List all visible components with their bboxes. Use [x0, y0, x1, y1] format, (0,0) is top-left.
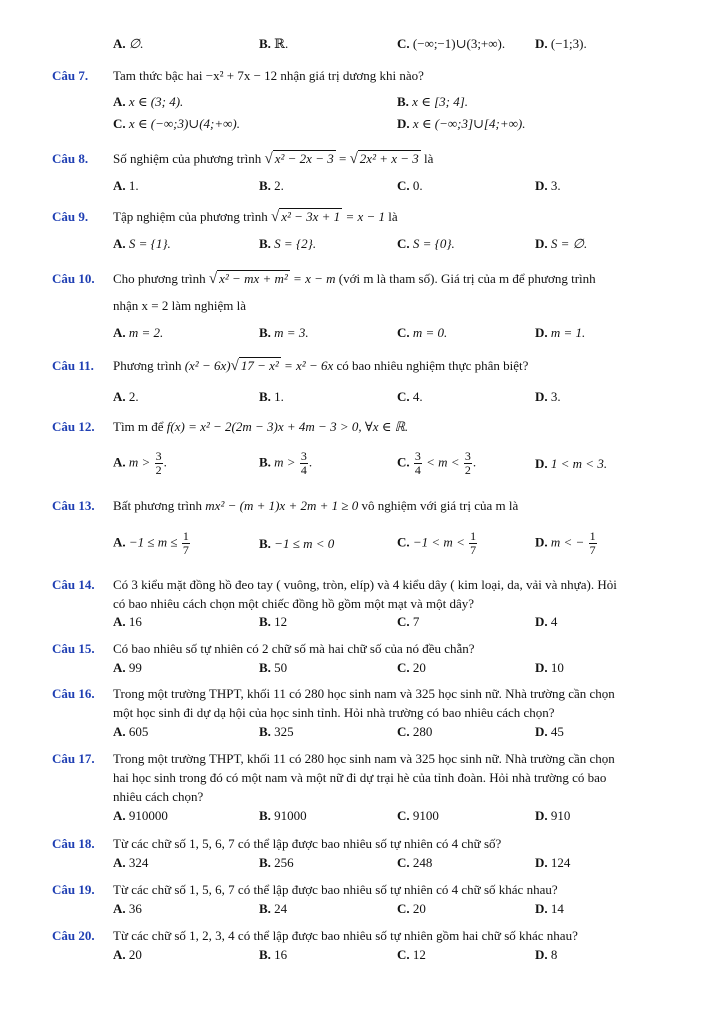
- question-text-line2: có bao nhiêu cách chọn một chiếc đồng hồ gồm một mạt và một dây?: [113, 596, 475, 611]
- question-label: Câu 17.: [52, 751, 95, 766]
- question-text: Số nghiệm của phương trình √ x² − 2x − 3 = √ 2x² + x − 3 là: [113, 151, 434, 167]
- question-text: Có bao nhiêu số tự nhiên có 2 chữ số mà hai chữ số của nó đều chẵn?: [113, 641, 475, 656]
- option-d: D. m = 1.: [535, 325, 586, 340]
- option-b: B. 325: [259, 724, 294, 739]
- question-label: Câu 8.: [52, 151, 89, 166]
- option-c: C. S = {0}.: [397, 236, 455, 251]
- option-c: C. 4.: [397, 389, 423, 404]
- option-d: D. m < − $\frac{1}{7}$: [535, 529, 596, 557]
- option-c: C. 9100: [397, 808, 439, 823]
- question-text: Từ các chữ số 1, 5, 6, 7 có thể lập được bao nhiêu số tự nhiên có 4 chữ số?: [113, 836, 502, 851]
- option-a: A. 36: [113, 901, 142, 916]
- question-text: Có 3 kiểu mặt đồng hồ đeo tay ( vuông, tròn, elíp) và 4 kiểu dây ( kim loại, da, vải và nhựa). Hỏi: [113, 577, 617, 592]
- option-d: D. 124: [535, 855, 571, 870]
- option-c: C. 7: [397, 614, 420, 629]
- question-label: Câu 20.: [52, 928, 95, 943]
- option-a: A. 2.: [113, 389, 139, 404]
- question-label: Câu 15.: [52, 641, 95, 656]
- option-a: A. x ∈ (3; 4).: [113, 94, 184, 109]
- question-text: Tìm m để f(x) = x² − 2(2m − 3)x + 4m − 3 > 0, ∀x ∈ ℝ.: [113, 419, 409, 434]
- option-b: B. x ∈ [3; 4].: [397, 94, 469, 109]
- option-b: B. 50: [259, 660, 288, 675]
- option-b: B. −1 ≤ m < 0: [259, 536, 335, 551]
- option-d: D. 45: [535, 724, 564, 739]
- question-text-line2: nhận x = 2 làm nghiệm là: [113, 298, 246, 313]
- question-label: Câu 12.: [52, 419, 95, 434]
- question-label: Câu 9.: [52, 209, 89, 224]
- question-label: Câu 13.: [52, 498, 95, 513]
- option-a: A. 605: [113, 724, 149, 739]
- option-c: C. −1 < m < $\frac{1}{7}$: [397, 529, 477, 557]
- option-c: C. x ∈ (−∞;3)∪(4;+∞).: [113, 116, 240, 131]
- question-text: Bất phương trình mx² − (m + 1)x + 2m + 1 ≥ 0 vô nghiệm với giá trị của m là: [113, 498, 519, 513]
- option-b: B. 24: [259, 901, 288, 916]
- option-b: B. 2.: [259, 178, 284, 193]
- option-a: A. 20: [113, 947, 142, 962]
- option-d: D. 910: [535, 808, 571, 823]
- question-text-line2: một học sinh đi dự dạ hội của học sinh tỉnh. Hỏi nhà trường có bao nhiêu cách chọn?: [113, 705, 555, 720]
- option-d: D. (−1;3).: [535, 36, 587, 51]
- option-b: B. m > $\frac{3}{4}$ .: [259, 449, 313, 477]
- option-a: A. 99: [113, 660, 142, 675]
- option-c: C. $\frac{3}{4}$ < m < $\frac{3}{2}$ .: [397, 449, 477, 477]
- option-b: B. ℝ.: [259, 36, 289, 51]
- question-text: Tập nghiệm của phương trình √ x² − 3x + 1 = x − 1 là: [113, 209, 398, 225]
- option-c: C. (−∞;−1)∪(3;+∞).: [397, 36, 506, 51]
- option-d: D. 10: [535, 660, 564, 675]
- option-b: B. 1.: [259, 389, 284, 404]
- question-text: Phương trình (x² − 6x)√ 17 − x² = x² − 6x có bao nhiêu nghiệm thực phân biệt?: [113, 358, 529, 374]
- question-label: Câu 10.: [52, 271, 95, 286]
- option-c: C. 12: [397, 947, 426, 962]
- option-c: C. m = 0.: [397, 325, 448, 340]
- option-b: B. S = {2}.: [259, 236, 317, 251]
- option-a: A. m = 2.: [113, 325, 164, 340]
- question-text-line2: hai học sinh trong đó có một nam và một nữ đi dự trại hè của tỉnh đoàn. Hỏi nhà trường có bao: [113, 770, 607, 785]
- option-c: C. 20: [397, 901, 426, 916]
- option-a: A. S = {1}.: [113, 236, 171, 251]
- option-b: B. 16: [259, 947, 288, 962]
- option-d: D. x ∈ (−∞;3]∪[4;+∞).: [397, 116, 526, 131]
- question-text-line3: nhiêu cách chọn?: [113, 789, 204, 804]
- option-a: A. −1 ≤ m ≤ $\frac{1}{7}$: [113, 529, 189, 557]
- question-label: Câu 7.: [52, 68, 89, 83]
- option-a: A. ∅.: [113, 36, 144, 51]
- option-a: A. 324: [113, 855, 149, 870]
- option-d: D. 14: [535, 901, 564, 916]
- option-a: A. 910000: [113, 808, 168, 823]
- option-b: B. 256: [259, 855, 294, 870]
- option-b: B. m = 3.: [259, 325, 309, 340]
- option-d: D. 1 < m < 3.: [535, 456, 608, 471]
- question-text: Tam thức bậc hai −x² + 7x − 12 nhận giá trị dương khi nào?: [113, 68, 424, 83]
- question-text: Cho phương trình √ x² − mx + m² = x − m (với m là tham số). Giá trị của m để phương trình: [113, 271, 596, 287]
- option-d: D. 3.: [535, 178, 561, 193]
- option-d: D. 4: [535, 614, 558, 629]
- question-text: Từ các chữ số 1, 5, 6, 7 có thể lập được bao nhiêu số tự nhiên có 4 chữ số khác nhau?: [113, 882, 558, 897]
- option-d: D. 8: [535, 947, 558, 962]
- option-c: C. 248: [397, 855, 433, 870]
- option-d: D. 3.: [535, 389, 561, 404]
- option-a: A. 16: [113, 614, 142, 629]
- question-label: Câu 19.: [52, 882, 95, 897]
- option-c: C. 0.: [397, 178, 423, 193]
- question-label: Câu 11.: [52, 358, 94, 373]
- question-label: Câu 14.: [52, 577, 95, 592]
- option-a: A. m > $\frac{3}{2}$ .: [113, 449, 167, 477]
- question-label: Câu 18.: [52, 836, 95, 851]
- question-text: Trong một trường THPT, khối 11 có 280 học sinh nam và 325 học sinh nữ. Nhà trường cần chọn: [113, 686, 615, 701]
- question-text: Trong một trường THPT, khối 11 có 280 học sinh nam và 325 học sinh nữ. Nhà trường cần chọn: [113, 751, 615, 766]
- option-d: D. S = ∅.: [535, 236, 588, 251]
- option-c: C. 20: [397, 660, 426, 675]
- question-text: Từ các chữ số 1, 2, 3, 4 có thể lập được bao nhiêu số tự nhiên gồm hai chữ số khác nhau?: [113, 928, 578, 943]
- option-b: B. 91000: [259, 808, 307, 823]
- option-a: A. 1.: [113, 178, 139, 193]
- option-b: B. 12: [259, 614, 288, 629]
- option-c: C. 280: [397, 724, 433, 739]
- question-label: Câu 16.: [52, 686, 95, 701]
